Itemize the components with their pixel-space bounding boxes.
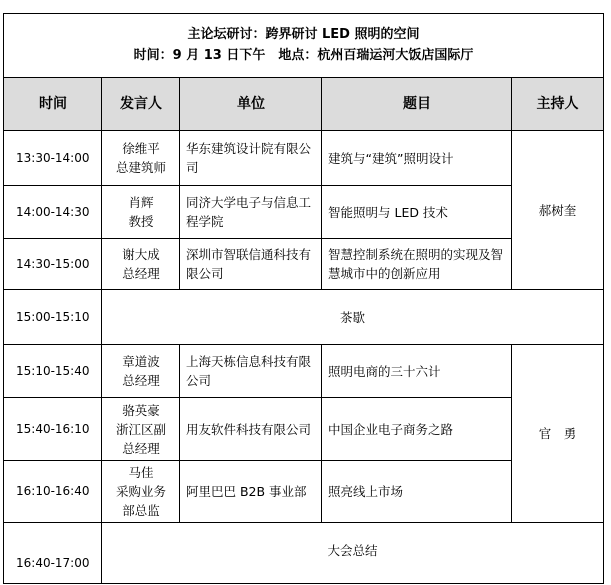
host-name: 郝树奎 [538,202,577,218]
rule [179,77,180,290]
rule [3,238,512,239]
org-text: 上海天栋信息科技有限公司 [186,354,312,388]
header-speaker: 发言人 [120,95,162,112]
row-topic [322,345,512,397]
rule [321,77,322,290]
row-topic [322,461,512,522]
org-text: 华东建筑设计院有限公司 [186,141,312,175]
row-speaker [102,461,180,522]
rule [101,77,102,584]
title-line-1: 主论坛研讨：跨界研讨 LED 照明的空间 [187,27,420,42]
topic-text: 智慧控制系统在照明的实现及智慧城市中的创新应用 [328,247,504,281]
rule [3,460,512,461]
speaker-role: 浙江区副 [115,421,166,437]
rule [3,583,604,584]
org-text: 同济大学电子与信息工程学院 [186,195,312,229]
row-time: 14:30-15:00 [16,256,90,271]
topic-text: 智能照明与 LED 技术 [328,204,448,220]
row-time: 13:30-14:00 [16,150,90,165]
row-topic [322,239,512,289]
header-time: 时间 [39,95,67,112]
speaker-role: 总经理 [122,373,160,388]
speaker-name: 徐维平 [122,141,160,156]
row-time: 15:10-15:40 [16,363,90,378]
header-org: 单位 [237,95,265,112]
row-speaker [102,398,180,460]
rule [3,397,512,398]
row-topic [322,398,512,460]
row-speaker [102,345,180,397]
rule [511,344,512,523]
row-time: 15:00-15:10 [16,309,90,324]
speaker-name: 肖辉 [128,195,154,210]
speaker-name: 马佳 [128,465,154,480]
org-text: 阿里巴巴 B2B 事业部 [186,484,307,499]
row-time: 16:10-16:40 [16,484,90,498]
speaker-role: 总经理 [122,440,160,456]
org-text: 用友软件科技有限公司 [186,421,312,437]
rule [511,77,512,290]
speaker-role: 总建筑师 [115,160,166,175]
row-topic [322,186,512,238]
row-org [180,131,322,185]
speaker-name: 谢大成 [122,247,160,262]
row-time: 14:00-14:30 [16,204,90,219]
topic-text: 照明电商的三十六计 [328,363,441,379]
rule [3,77,604,78]
row-span-text: 大会总结 [327,542,378,558]
org-text: 深圳市智联信通科技有限公司 [186,247,312,281]
topic-text: 建筑与“建筑”照明设计 [328,150,454,166]
speaker-role: 采购业务 [115,484,166,499]
speaker-role: 教授 [128,214,154,229]
rule [3,13,4,584]
rule [3,344,604,345]
row-org [180,461,322,522]
closing-time-text: 16:40-17:00 [16,556,90,570]
rule [321,344,322,523]
rule [3,130,604,131]
topic-text: 中国企业电子商务之路 [328,421,454,437]
rule [3,289,604,290]
header-topic: 题目 [403,95,431,112]
speaker-role: 总经理 [122,266,160,281]
host-name: 官 勇 [538,426,577,441]
speaker-name: 章道波 [122,354,160,369]
row-org [180,398,322,460]
row-span-text: 茶歇 [339,309,365,325]
rule [179,344,180,523]
table-title [4,14,603,76]
row-org [180,239,322,289]
row-time [4,523,102,583]
row-speaker [102,186,180,238]
row-org [180,186,322,238]
topic-text: 照亮线上市场 [328,484,404,499]
row-org [180,345,322,397]
row-speaker [102,131,180,185]
rule [3,13,604,14]
row-speaker [102,239,180,289]
rule [3,522,604,523]
title-line-2: 时间：9 月 13 日下午 地点：杭州百瑞运河大饭店国际厅 [133,48,474,63]
speaker-name: 骆英豪 [122,402,160,418]
speaker-role: 部总监 [122,503,160,518]
row-time: 15:40-16:10 [16,421,90,436]
rule [603,13,604,584]
row-topic [322,131,512,185]
rule [3,185,512,186]
header-host: 主持人 [536,95,579,112]
